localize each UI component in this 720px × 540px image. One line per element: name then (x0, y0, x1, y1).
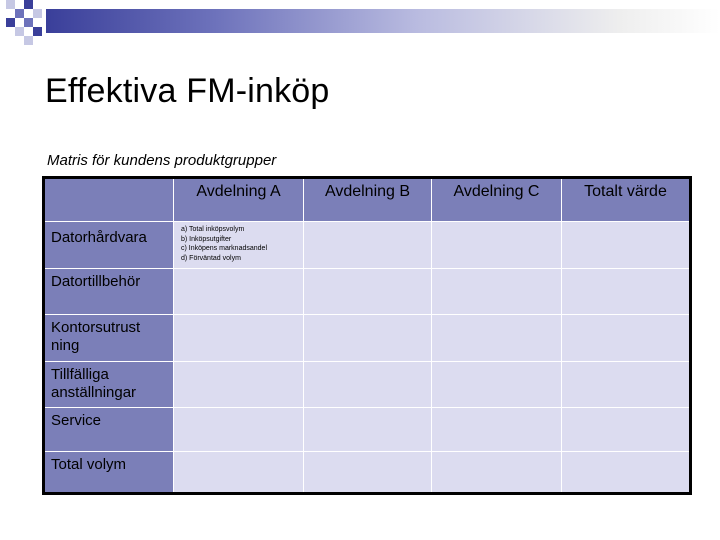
row-header (44, 362, 174, 408)
matrix-cell (304, 222, 432, 269)
metric-note: b) Inköpsutgifter (181, 235, 232, 243)
row-header (44, 452, 174, 494)
matrix-cell (304, 315, 432, 362)
deco-square (15, 27, 24, 36)
row-header-label: Total volym (51, 456, 127, 473)
matrix-cell (562, 222, 691, 269)
slide-title: Effektiva FM-inköp (45, 72, 330, 110)
deco-square (24, 36, 33, 45)
row-header (44, 315, 174, 362)
table-row (44, 362, 691, 408)
matrix-corner-cell (44, 178, 174, 222)
matrix-cell (174, 315, 304, 362)
row-header (44, 408, 174, 452)
deco-square (6, 0, 15, 9)
column-header (174, 178, 304, 222)
matrix-cell (562, 315, 691, 362)
row-header-label: Service (51, 412, 102, 429)
matrix-cell (562, 408, 691, 452)
matrix-cell (432, 222, 562, 269)
deco-square (33, 27, 42, 36)
matrix-cell (432, 315, 562, 362)
row-header-label: Datortillbehör (51, 273, 141, 290)
deco-square (15, 9, 24, 18)
row-header-label: Datorhårdvara (51, 229, 147, 246)
matrix-cell (174, 269, 304, 315)
column-header-label: Totalt värde (584, 183, 667, 200)
matrix-cell (432, 408, 562, 452)
column-header (562, 178, 691, 222)
matrix-cell (304, 408, 432, 452)
matrix-cell (174, 408, 304, 452)
table-row (44, 408, 691, 452)
deco-square (24, 0, 33, 9)
matrix-cell (432, 362, 562, 408)
product-group-matrix (42, 176, 692, 495)
header-row (44, 178, 691, 222)
matrix-cell (304, 452, 432, 494)
matrix-cell (562, 452, 691, 494)
matrix-cell (432, 452, 562, 494)
matrix-cell (174, 222, 304, 269)
metric-note: a) Total inköpsvolym (181, 226, 245, 233)
table-row (44, 452, 691, 494)
row-header-label: Tillfälliga anställningar (51, 366, 137, 401)
gradient-bar (46, 9, 720, 33)
column-header-label: Avdelning B (324, 183, 411, 200)
matrix-cell (174, 452, 304, 494)
metric-note: c) Inköpens marknadsandel (181, 245, 267, 252)
slide-subtitle: Matris för kundens produktgrupper (47, 152, 277, 169)
table-row (44, 269, 691, 315)
matrix-cell (174, 362, 304, 408)
row-header-label: Kontorsutrust ning (51, 319, 141, 354)
matrix-cell (432, 269, 562, 315)
column-header-label: Avdelning A (196, 183, 281, 200)
metric-note: d) Förväntad volym (181, 254, 241, 262)
matrix-cell (562, 269, 691, 315)
deco-square (6, 18, 15, 27)
matrix-cell (304, 269, 432, 315)
matrix-cell (304, 362, 432, 408)
table-row (44, 222, 691, 269)
row-header (44, 222, 174, 269)
matrix-cell (562, 362, 691, 408)
metric-notes (174, 222, 303, 263)
column-header-label: Avdelning C (453, 183, 540, 200)
column-header (304, 178, 432, 222)
row-header (44, 269, 174, 315)
table-row (44, 315, 691, 362)
deco-square (33, 9, 42, 18)
column-header (432, 178, 562, 222)
decorative-banner (0, 0, 720, 48)
deco-square (24, 18, 33, 27)
